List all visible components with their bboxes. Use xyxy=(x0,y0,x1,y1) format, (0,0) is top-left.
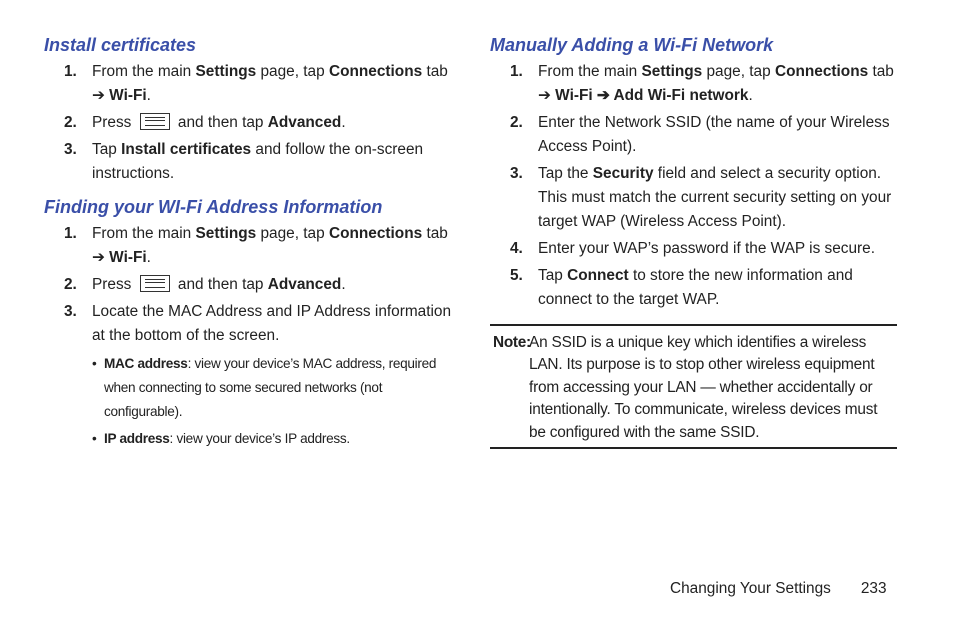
list-item: 1. From the main Settings page, tap Connections tab ➔ Wi-Fi ➔ Add Wi-Fi network. xyxy=(490,60,900,108)
install-certificates-steps xyxy=(44,60,454,186)
menu-key-icon xyxy=(140,113,170,130)
address-bullets xyxy=(92,352,454,451)
list-item: 3. Locate the MAC Address and IP Address information at the bottom of the screen. • MAC address: view your device’s MAC address, required when connecting to some secured networks (not configurable). • IP address: view your device’s IP address. xyxy=(44,300,454,451)
step-number: 2. xyxy=(64,276,77,293)
note-text: An SSID is a unique key which identifies a wireless LAN. Its purpose is to stop other wireless equipment from accessing your LAN — whether accidentally or intentionally. To communicate, wireless devices must be configured with the same SSID. xyxy=(529,334,878,441)
section-heading-manually-adding: Manually Adding a Wi-Fi Network xyxy=(490,35,774,55)
left-column xyxy=(44,34,454,454)
right-column xyxy=(490,34,900,315)
list-item: 1. From the main Settings page, tap Connections tab ➔ Wi-Fi. xyxy=(44,222,454,270)
list-item: 4. Enter your WAP’s password if the WAP is secure. xyxy=(490,237,900,261)
list-item: 5. Tap Connect to store the new information and connect to the target WAP. xyxy=(490,264,900,312)
bullet-ip-address: • IP address: view your device’s IP address. xyxy=(92,427,454,451)
page-footer xyxy=(670,578,887,600)
step-number: 2. xyxy=(510,114,523,131)
section-heading-finding-address: Finding your WI-Fi Address Information xyxy=(44,197,383,217)
step-number: 1. xyxy=(64,63,77,80)
bullet-mac-address: • MAC address: view your device’s MAC address, required when connecting to some secured networks (not configurable). xyxy=(92,352,454,424)
step-number: 3. xyxy=(64,141,77,158)
section-heading-install-certificates: Install certificates xyxy=(44,35,197,55)
note-label: Note: xyxy=(493,334,531,351)
list-item: 3. Tap the Security field and select a security option. This must match the current security setting on your target WAP (Wireless Access Point). xyxy=(490,162,900,234)
step-number: 3. xyxy=(510,165,523,182)
list-item: 2. Enter the Network SSID (the name of your Wireless Access Point). xyxy=(490,111,900,159)
list-item: 2. Press and then tap Advanced. xyxy=(44,273,454,297)
list-item: 2. Press and then tap Advanced. xyxy=(44,111,454,135)
step-number: 1. xyxy=(64,225,77,242)
list-item: 3. Tap Install certificates and follow the on-screen instructions. xyxy=(44,138,454,186)
note-box xyxy=(490,324,897,449)
step-number: 4. xyxy=(510,240,523,257)
step-number: 2. xyxy=(64,114,77,131)
step-number: 5. xyxy=(510,267,523,284)
page-number: 233 xyxy=(860,580,887,597)
finding-address-steps xyxy=(44,222,454,451)
footer-section-title: Changing Your Settings xyxy=(670,580,831,597)
manual-add-steps xyxy=(490,60,900,312)
step-number: 1. xyxy=(510,63,523,80)
step-number: 3. xyxy=(64,303,77,320)
menu-key-icon xyxy=(140,275,170,292)
list-item: 1. From the main Settings page, tap Connections tab ➔ Wi-Fi. xyxy=(44,60,454,108)
